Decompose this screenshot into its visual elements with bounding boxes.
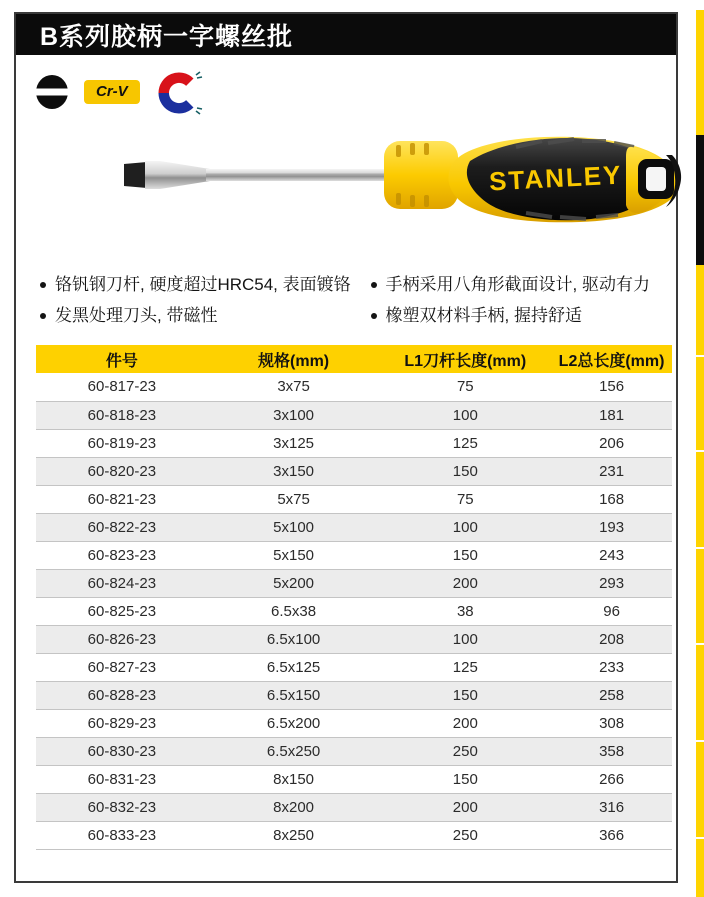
table-cell: 60-829-23 (36, 709, 208, 737)
table-cell: 125 (379, 653, 551, 681)
table-cell: 8x200 (208, 793, 380, 821)
table-cell: 208 (551, 625, 672, 653)
table-cell: 60-830-23 (36, 737, 208, 765)
table-cell: 3x150 (208, 457, 380, 485)
table-cell: 366 (551, 821, 672, 849)
table-cell: 60-828-23 (36, 681, 208, 709)
table-cell: 231 (551, 457, 672, 485)
table-cell: 6.5x100 (208, 625, 380, 653)
table-cell: 6.5x125 (208, 653, 380, 681)
feature-list-right (371, 269, 650, 331)
magnet-icon (154, 67, 204, 117)
table-row (36, 681, 672, 709)
table-cell: 200 (379, 569, 551, 597)
table-cell: 6.5x200 (208, 709, 380, 737)
table-cell: 3x100 (208, 401, 380, 429)
table-cell: 60-821-23 (36, 485, 208, 513)
table-cell: 5x100 (208, 513, 380, 541)
table-cell: 3x125 (208, 429, 380, 457)
spec-table-body (36, 373, 672, 849)
product-image (46, 117, 668, 259)
table-row (36, 485, 672, 513)
col-header-blade-length: L1刀杆长度(mm) (379, 345, 551, 373)
table-cell: 60-818-23 (36, 401, 208, 429)
table-cell: 5x150 (208, 541, 380, 569)
col-header-spec: 规格(mm) (208, 345, 380, 373)
content-box (14, 12, 678, 883)
table-cell: 100 (379, 401, 551, 429)
table-cell: 5x75 (208, 485, 380, 513)
table-cell: 6.5x38 (208, 597, 380, 625)
table-row (36, 765, 672, 793)
table-row (36, 541, 672, 569)
table-cell: 293 (551, 569, 672, 597)
table-row (36, 457, 672, 485)
brand-logo-text: STANLEY (488, 159, 624, 197)
table-cell: 100 (379, 513, 551, 541)
table-row (36, 429, 672, 457)
table-cell: 233 (551, 653, 672, 681)
handle-collar (384, 141, 458, 209)
table-cell: 8x150 (208, 765, 380, 793)
table-row (36, 737, 672, 765)
table-cell: 75 (379, 485, 551, 513)
table-cell: 60-820-23 (36, 457, 208, 485)
table-cell: 8x250 (208, 821, 380, 849)
feature-list-left (40, 269, 351, 331)
feature-item: 橡塑双材料手柄, 握持舒适 (371, 300, 650, 331)
table-cell: 181 (551, 401, 672, 429)
feature-badges-row (34, 69, 676, 115)
table-cell: 3x75 (208, 373, 380, 401)
table-cell: 60-819-23 (36, 429, 208, 457)
table-cell: 60-827-23 (36, 653, 208, 681)
table-cell: 206 (551, 429, 672, 457)
table-cell: 5x200 (208, 569, 380, 597)
feature-item: 手柄采用八角形截面设计, 驱动有力 (371, 269, 650, 300)
spec-table (36, 345, 672, 850)
page-title: B系列胶柄一字螺丝批 (40, 22, 294, 51)
table-cell: 6.5x250 (208, 737, 380, 765)
feature-item: 发黑处理刀头, 带磁性 (40, 300, 351, 331)
table-cell: 38 (379, 597, 551, 625)
table-cell: 308 (551, 709, 672, 737)
table-cell: 243 (551, 541, 672, 569)
table-row (36, 821, 672, 849)
table-cell: 358 (551, 737, 672, 765)
table-cell: 168 (551, 485, 672, 513)
feature-item: 铬钒钢刀杆, 硬度超过HRC54, 表面镀铬 (40, 269, 351, 300)
crv-badge (84, 80, 140, 104)
table-cell: 6.5x150 (208, 681, 380, 709)
table-cell: 150 (379, 765, 551, 793)
col-header-part-number: 件号 (36, 345, 208, 373)
table-cell: 60-832-23 (36, 793, 208, 821)
slotted-tip-icon (34, 73, 70, 111)
table-cell: 258 (551, 681, 672, 709)
table-row (36, 709, 672, 737)
table-row (36, 653, 672, 681)
table-cell: 60-824-23 (36, 569, 208, 597)
table-cell: 60-822-23 (36, 513, 208, 541)
table-cell: 150 (379, 681, 551, 709)
table-cell: 60-825-23 (36, 597, 208, 625)
feature-list (40, 269, 650, 331)
spec-table-header-row (36, 345, 672, 373)
table-cell: 200 (379, 793, 551, 821)
side-accent-strip (696, 10, 704, 897)
table-cell: 150 (379, 457, 551, 485)
table-cell: 150 (379, 541, 551, 569)
table-row (36, 597, 672, 625)
table-row (36, 569, 672, 597)
table-cell: 193 (551, 513, 672, 541)
table-cell: 200 (379, 709, 551, 737)
table-cell: 60-826-23 (36, 625, 208, 653)
table-cell: 266 (551, 765, 672, 793)
table-row (36, 625, 672, 653)
table-row (36, 793, 672, 821)
table-row (36, 401, 672, 429)
side-accent-black-segment (696, 135, 704, 265)
table-cell: 96 (551, 597, 672, 625)
table-cell: 125 (379, 429, 551, 457)
crv-badge-label: Cr-V (96, 83, 128, 100)
table-cell: 60-823-23 (36, 541, 208, 569)
title-bar (16, 14, 676, 55)
table-cell: 250 (379, 821, 551, 849)
table-row (36, 513, 672, 541)
table-cell: 60-817-23 (36, 373, 208, 401)
table-cell: 60-831-23 (36, 765, 208, 793)
table-cell: 60-833-23 (36, 821, 208, 849)
table-cell: 156 (551, 373, 672, 401)
blade-tip (124, 162, 147, 188)
table-cell: 316 (551, 793, 672, 821)
col-header-total-length: L2总长度(mm) (551, 345, 672, 373)
table-cell: 75 (379, 373, 551, 401)
table-cell: 250 (379, 737, 551, 765)
table-row (36, 373, 672, 401)
table-cell: 100 (379, 625, 551, 653)
